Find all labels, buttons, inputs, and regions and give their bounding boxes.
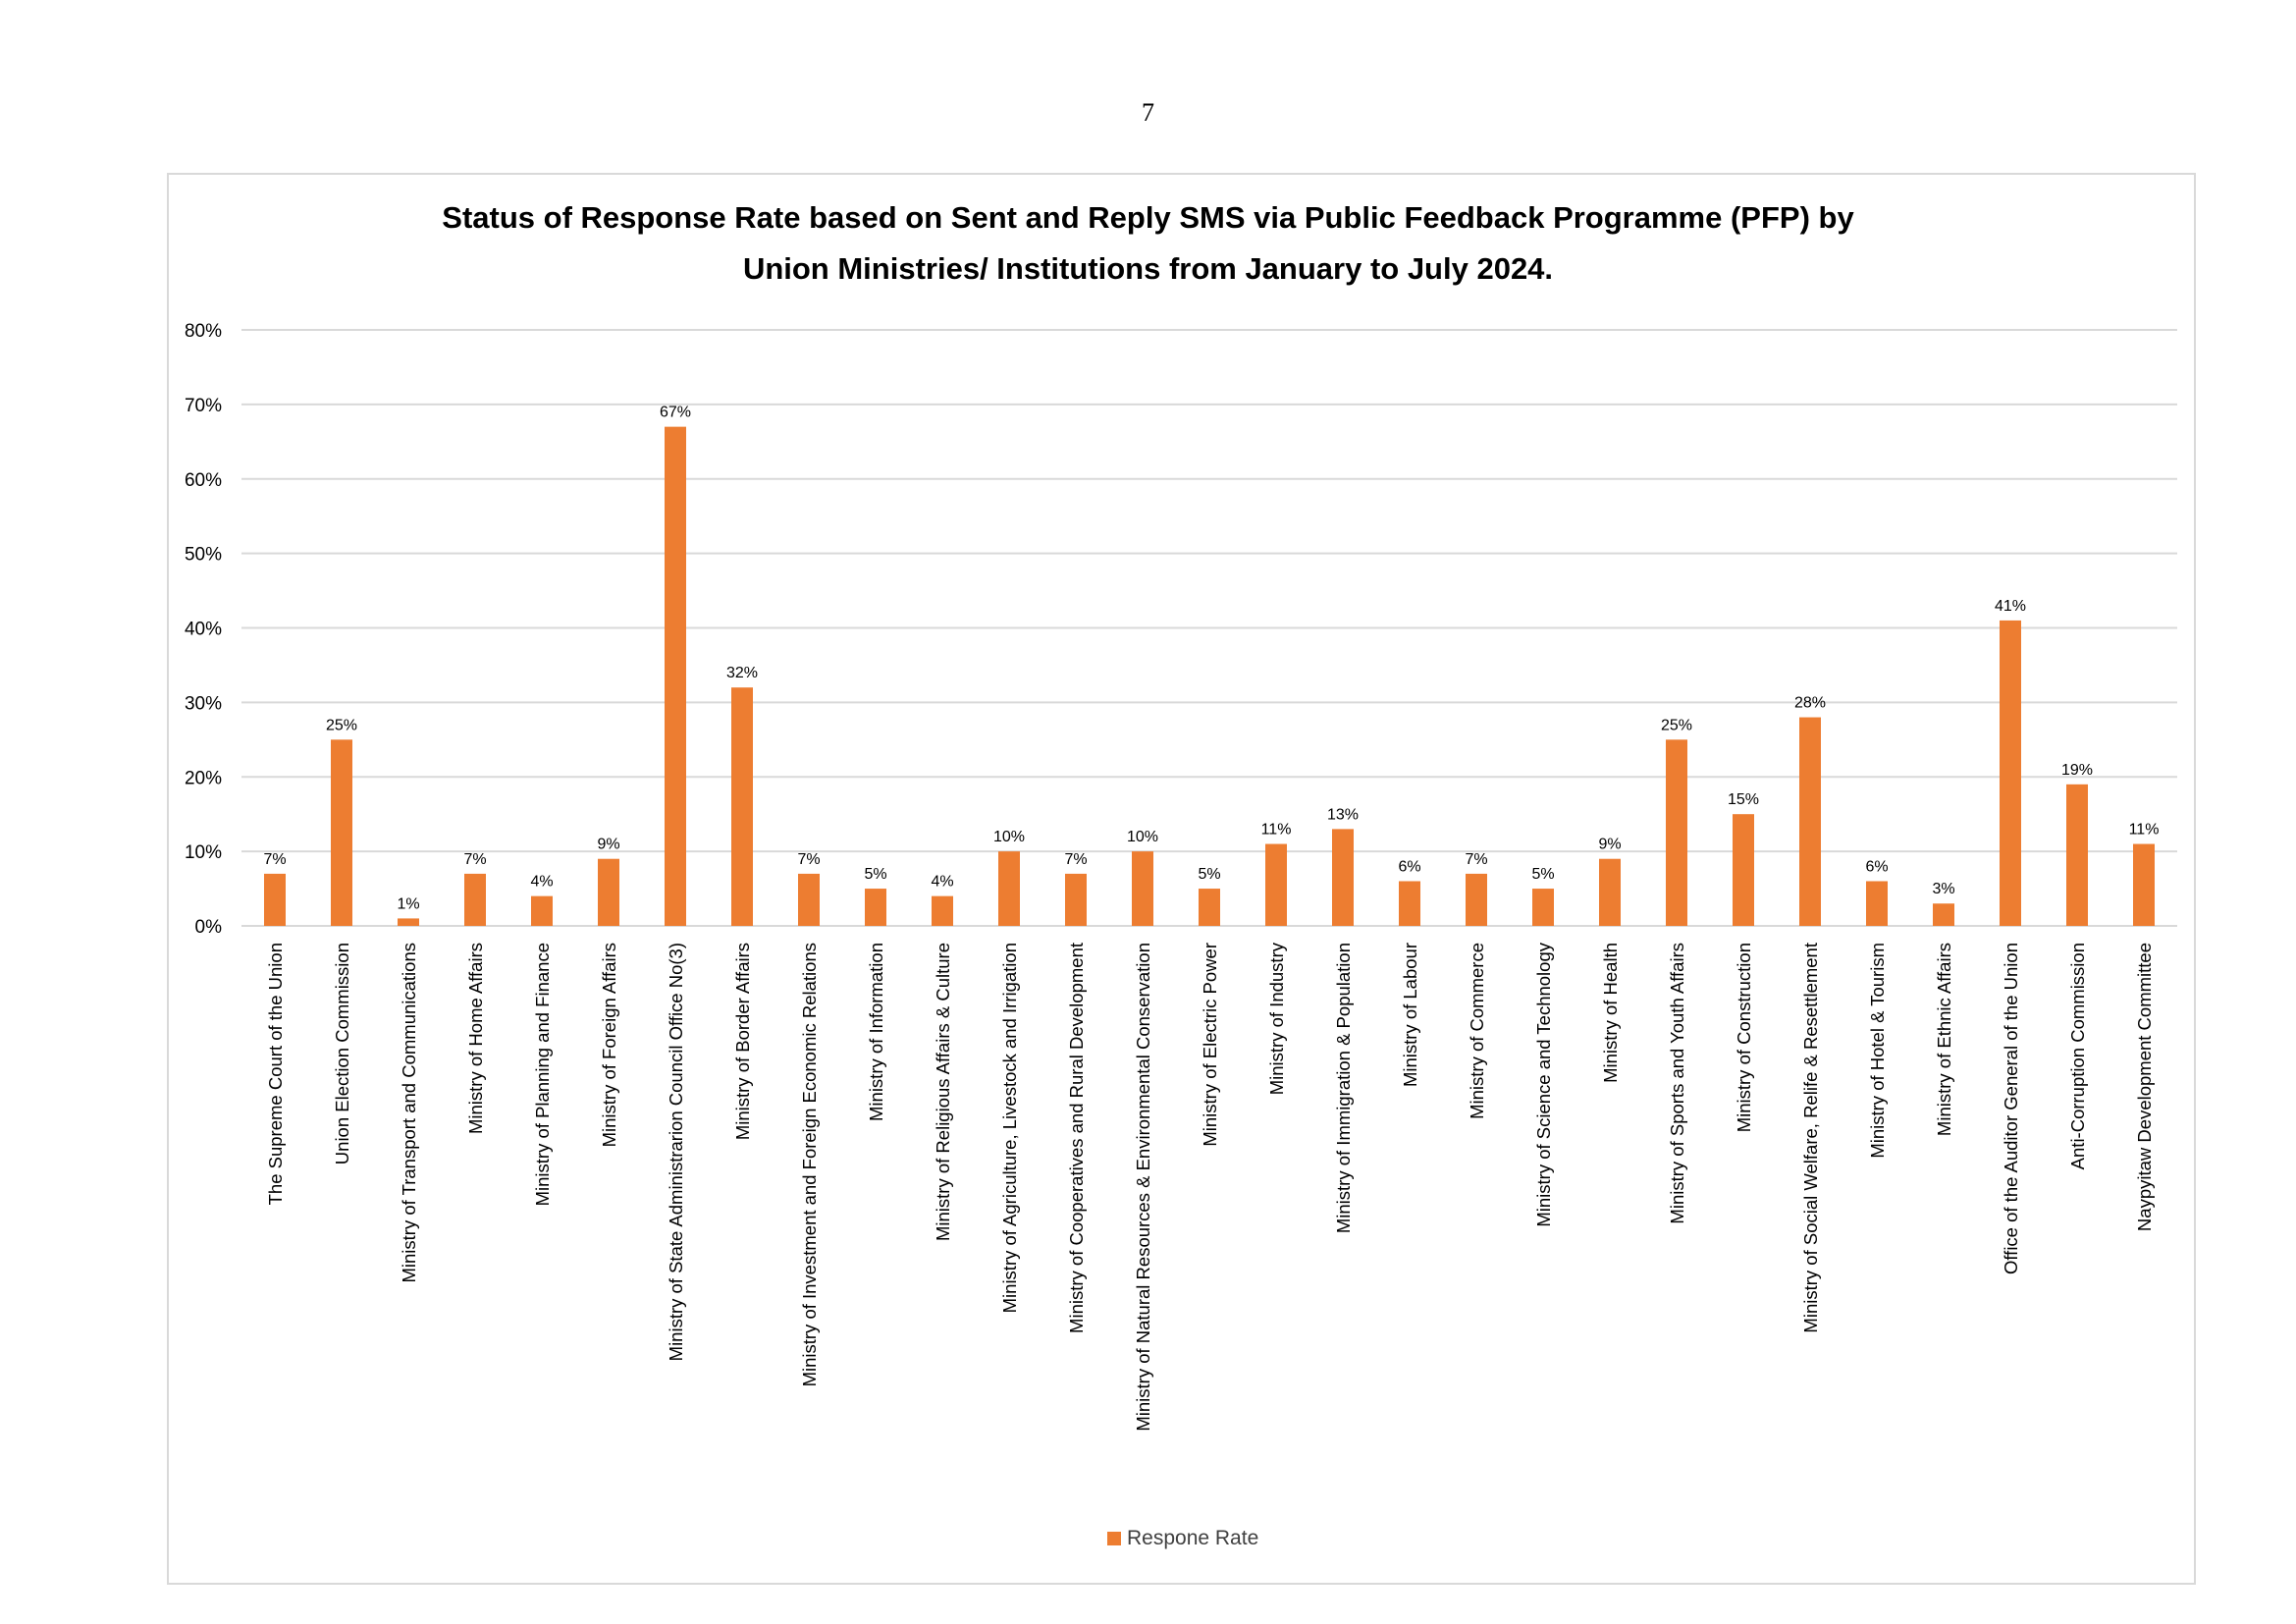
category-label: Ministry of State Administrarion Council Office No(3)	[666, 943, 686, 1362]
bar	[1332, 829, 1354, 926]
category-label: Ministry of Border Affairs	[732, 943, 753, 1141]
category-label: Union Election Commission	[332, 943, 352, 1165]
data-label: 4%	[530, 873, 554, 891]
data-label: 5%	[1531, 866, 1555, 884]
category-label: Ministry of Immigration & Population	[1333, 943, 1354, 1234]
y-tick-label: 60%	[184, 469, 222, 491]
bar	[1666, 739, 1687, 926]
y-tick-label: 20%	[184, 768, 222, 789]
category-label: Anti-Corruption Commission	[2067, 943, 2088, 1170]
y-tick-label: 70%	[184, 395, 222, 416]
data-label: 67%	[659, 404, 692, 421]
bar	[331, 739, 352, 926]
chart-title-line-1: Status of Response Rate based on Sent and Reply SMS via Public Feedback Programme (PFP) by	[442, 200, 1854, 235]
data-label: 7%	[797, 850, 821, 868]
data-label: 5%	[864, 866, 887, 884]
bar	[2133, 844, 2155, 926]
bar	[1399, 881, 1420, 926]
bar	[998, 851, 1020, 926]
category-label: Ministry of Science and Technology	[1533, 943, 1554, 1227]
data-label: 5%	[1198, 866, 1221, 884]
category-label: Ministry of Agriculture, Livestock and Irrigation	[999, 943, 1020, 1314]
category-label: Ministry of Sports and Youth Affairs	[1667, 943, 1687, 1224]
category-label: Ministry of Transport and Communications	[399, 943, 419, 1283]
page-number: 7	[1142, 98, 1154, 127]
y-tick-label: 10%	[184, 842, 222, 864]
data-label: 13%	[1326, 806, 1360, 824]
data-label: 4%	[931, 873, 954, 891]
y-tick-label: 80%	[184, 321, 222, 342]
y-tick-label: 0%	[194, 917, 222, 938]
data-label: 25%	[325, 717, 358, 734]
data-label: 15%	[1727, 791, 1760, 809]
data-label: 7%	[1465, 850, 1488, 868]
category-label: Ministry of Health	[1600, 943, 1621, 1083]
data-label: 11%	[2128, 821, 2160, 839]
category-label: Ministry of Ethnic Affairs	[1934, 943, 1954, 1137]
bar	[665, 427, 686, 926]
data-label: 7%	[263, 850, 287, 868]
bar	[1532, 889, 1554, 926]
category-label: Ministry of Industry	[1266, 943, 1287, 1096]
bar	[1199, 889, 1220, 926]
bar	[2000, 621, 2021, 926]
category-label: Ministry of Labour	[1400, 943, 1420, 1088]
category-label: Ministry of Natural Resources & Environmental Conservation	[1133, 943, 1153, 1432]
data-label: 7%	[463, 850, 487, 868]
data-label: 7%	[1064, 850, 1088, 868]
data-label: 11%	[1260, 821, 1292, 839]
category-label: Ministry of Foreign Affairs	[599, 943, 619, 1148]
data-label: 9%	[1598, 836, 1622, 853]
bar	[264, 874, 286, 926]
data-label: 32%	[725, 665, 759, 682]
category-label: Ministry of Construction	[1734, 943, 1754, 1133]
category-label: Ministry of Home Affairs	[465, 943, 486, 1134]
category-label: Ministry of Cooperatives and Rural Development	[1066, 943, 1087, 1333]
data-label: 41%	[1994, 597, 2027, 615]
category-label: Ministry of Commerce	[1467, 943, 1487, 1119]
legend-swatch	[1107, 1532, 1121, 1545]
data-label: 10%	[1126, 829, 1159, 846]
category-label: Ministry of Investment and Foreign Economic Relations	[799, 943, 820, 1387]
category-label: Ministry of Hotel & Tourism	[1867, 943, 1888, 1159]
data-label: 25%	[1660, 717, 1693, 734]
bar	[1466, 874, 1487, 926]
bar	[798, 874, 820, 926]
y-tick-label: 50%	[184, 544, 222, 566]
legend	[1107, 1524, 1258, 1553]
data-label: 9%	[597, 836, 620, 853]
legend-label: Respone Rate	[1127, 1527, 1259, 1549]
chart-title-line-2: Union Ministries/ Institutions from January to July 2024.	[742, 251, 1554, 286]
data-label: 6%	[1398, 858, 1421, 876]
category-label: Ministry of Electric Power	[1200, 943, 1220, 1147]
bar	[1065, 874, 1087, 926]
category-label: Naypyitaw Development Committee	[2134, 943, 2155, 1232]
category-label: The Supreme Court of the Union	[265, 943, 286, 1206]
bar	[1866, 881, 1888, 926]
data-label: 28%	[1793, 694, 1827, 712]
bar	[531, 896, 553, 926]
bar	[865, 889, 886, 926]
category-label: Office of the Auditor General of the Union	[2001, 943, 2021, 1275]
data-label: 3%	[1932, 881, 1955, 898]
bar	[731, 687, 753, 926]
bar	[464, 874, 486, 926]
bar	[398, 918, 419, 926]
bar	[1132, 851, 1153, 926]
bar	[1265, 844, 1287, 926]
data-label: 10%	[992, 829, 1026, 846]
bar	[1599, 859, 1621, 926]
bar	[1799, 718, 1821, 926]
category-label: Ministry of Information	[866, 943, 886, 1121]
bar	[1933, 903, 1954, 926]
bar	[1733, 814, 1754, 926]
category-label: Ministry of Religious Affairs & Culture	[933, 943, 953, 1241]
bar	[932, 896, 953, 926]
y-tick-label: 30%	[184, 693, 222, 715]
category-label: Ministry of Social Welfare, Relife & Resettlement	[1800, 943, 1821, 1333]
data-label: 19%	[2060, 761, 2094, 779]
y-tick-label: 40%	[184, 619, 222, 640]
bar	[598, 859, 619, 926]
data-label: 6%	[1865, 858, 1889, 876]
bar	[2066, 785, 2088, 926]
category-label: Ministry of Planning and Finance	[532, 943, 553, 1207]
data-label: 1%	[397, 895, 420, 913]
